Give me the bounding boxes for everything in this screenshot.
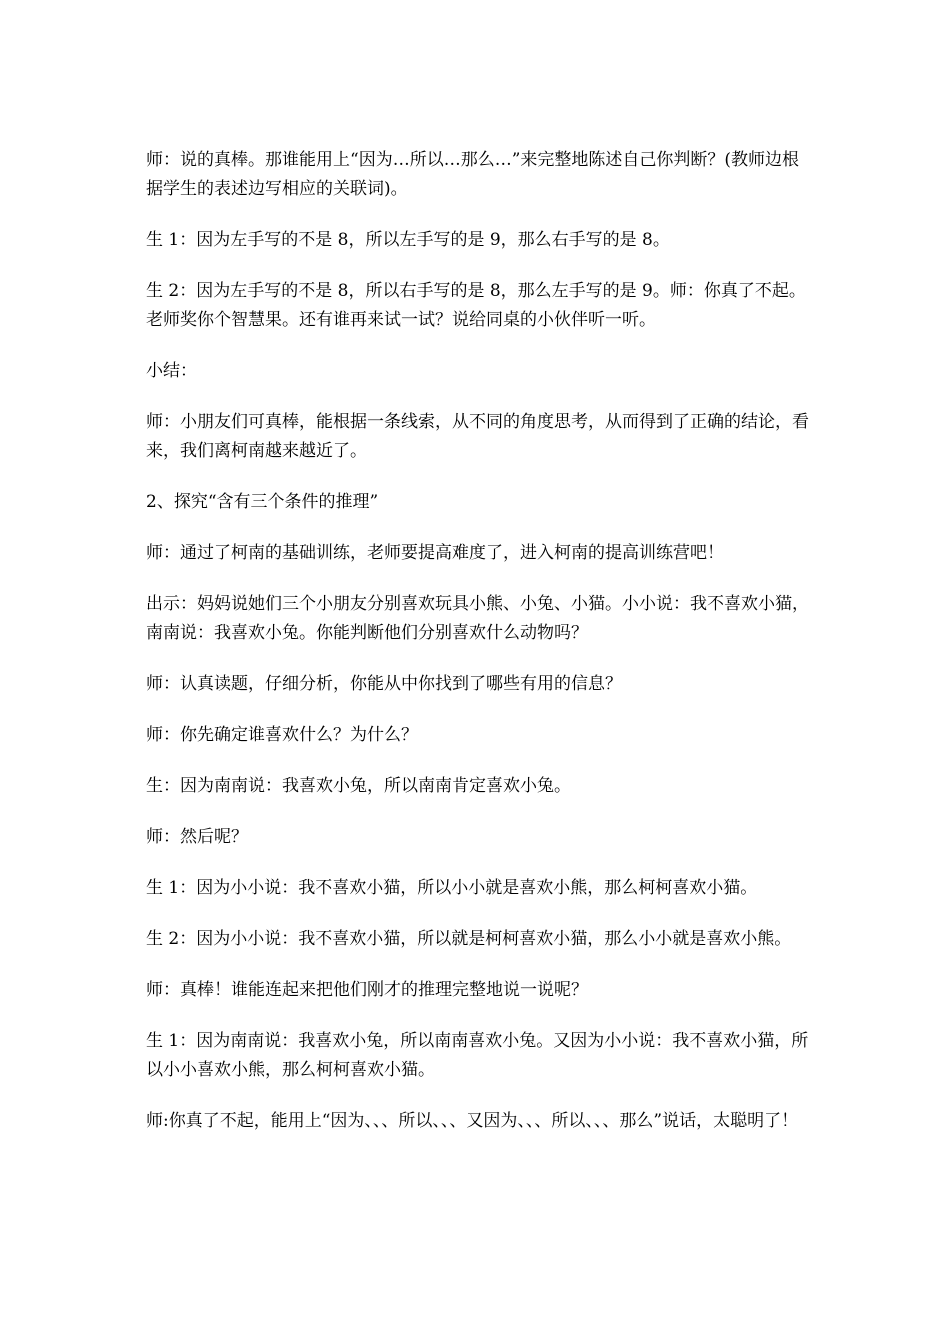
paragraph-5: 师：小朋友们可真棒，能根据一条线索，从不同的角度思考，从而得到了正确的结论，看来，我们离柯南越来越近了。 xyxy=(146,412,809,461)
paragraph-6: 2、探究“含有三个条件的推理” xyxy=(146,492,379,512)
paragraph-16: 生 1：因为南南说：我喜欢小兔，所以南南喜欢小兔。又因为小小说：我不喜欢小猫，所以小小喜欢小熊，那么柯柯喜欢小猫。 xyxy=(146,1031,809,1080)
paragraph-4: 小结： xyxy=(146,361,197,381)
paragraph-7: 师：通过了柯南的基础训练，老师要提高难度了，进入柯南的提高训练营吧！ xyxy=(146,543,724,563)
paragraph-15: 师：真棒！谁能连起来把他们刚才的推理完整地说一说呢？ xyxy=(146,980,588,1000)
paragraph-10: 师：你先确定谁喜欢什么？为什么？ xyxy=(146,725,418,745)
paragraph-3: 生 2：因为左手写的不是 8，所以右手写的是 8，那么左手写的是 9。师：你真了不起。老师奖你个智慧果。还有谁再来试一试？说给同桌的小伙伴听一听。 xyxy=(146,281,806,330)
paragraph-12: 师：然后呢？ xyxy=(146,827,248,847)
paragraph-8: 出示：妈妈说她们三个小朋友分别喜欢玩具小熊、小兔、小猫。小小说：我不喜欢小猫，南南说：我喜欢小兔。你能判断他们分别喜欢什么动物吗？ xyxy=(146,594,809,643)
paragraph-9: 师：认真读题，仔细分析，你能从中你找到了哪些有用的信息？ xyxy=(146,674,622,694)
document-body xyxy=(146,146,814,1158)
paragraph-17: 师:你真了不起，能用上“因为、、、所以、、、又因为、、、所以、、、那么”说话，太聪明了！ xyxy=(146,1111,799,1131)
paragraph-11: 生：因为南南说：我喜欢小兔，所以南南肯定喜欢小兔。 xyxy=(146,776,571,796)
paragraph-2: 生 1：因为左手写的不是 8，所以左手写的是 9，那么右手写的是 8。 xyxy=(146,230,670,250)
paragraph-13: 生 1：因为小小说：我不喜欢小猫，所以小小就是喜欢小熊，那么柯柯喜欢小猫。 xyxy=(146,878,758,898)
paragraph-14: 生 2：因为小小说：我不喜欢小猫，所以就是柯柯喜欢小猫，那么小小就是喜欢小熊。 xyxy=(146,929,792,949)
paragraph-1: 师：说的真棒。那谁能用上“因为…所以…那么…”来完整地陈述自己你判断？(教师边根据学生的表述边写相应的关联词)。 xyxy=(146,150,800,199)
